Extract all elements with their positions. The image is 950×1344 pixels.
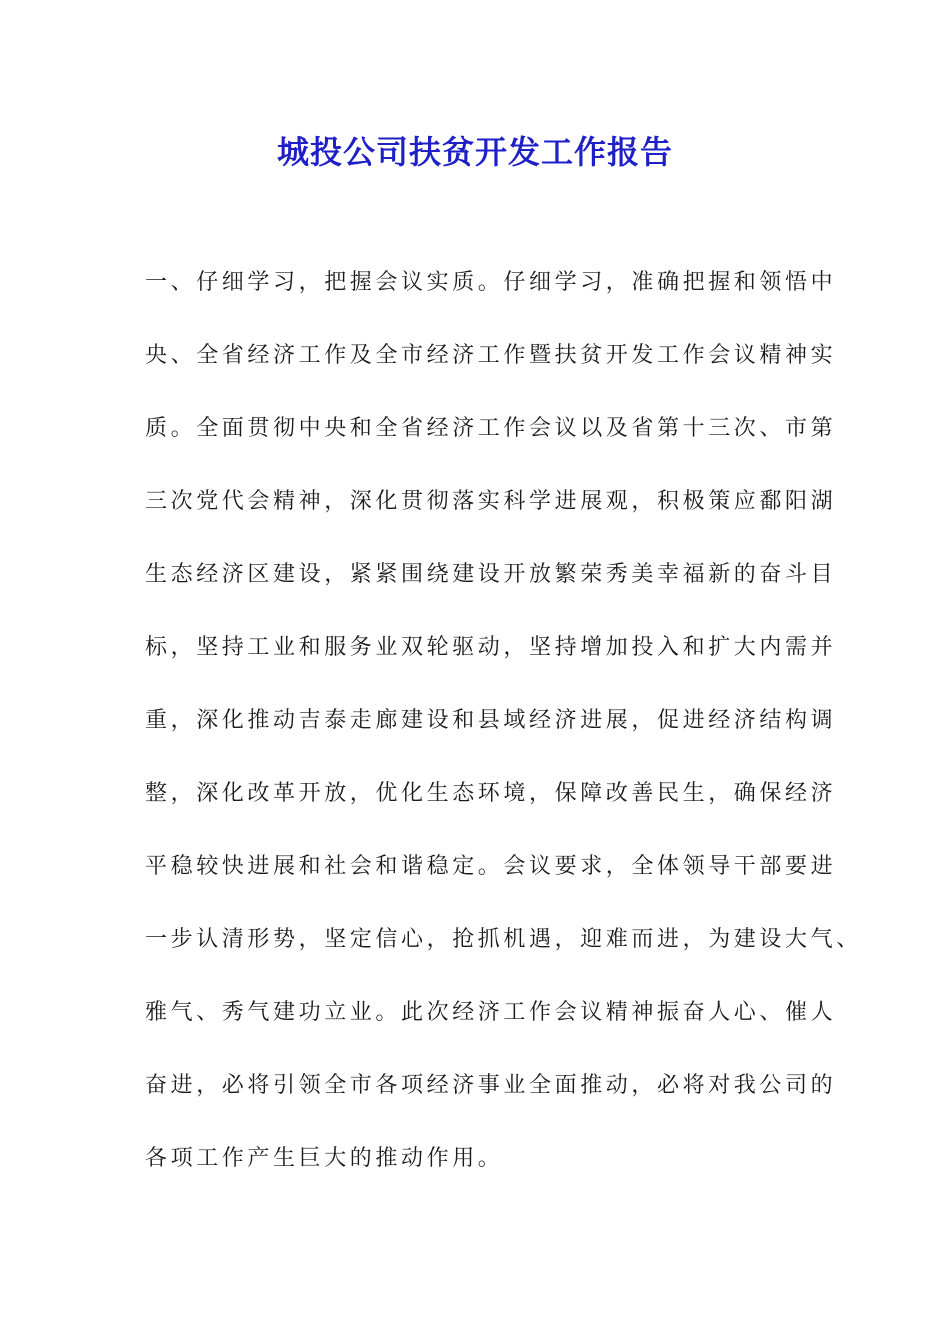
paragraph-line: 各项工作产生巨大的推动作用。 — [145, 1146, 504, 1171]
paragraph-line: 重，深化推动吉泰走廊建设和县域经济进展，促进经济结构调 — [145, 708, 837, 733]
paragraph-line: 雅气、秀气建功立业。此次经济工作会议精神振奋人心、催人 — [145, 1000, 837, 1025]
paragraph-line: 平稳较快进展和社会和谐稳定。会议要求，全体领导干部要进 — [145, 854, 837, 879]
paragraph-line: 三次党代会精神，深化贯彻落实科学进展观，积极策应鄱阳湖 — [145, 489, 837, 514]
paragraph-line: 质。全面贯彻中央和全省经济工作会议以及省第十三次、市第 — [145, 416, 837, 441]
paragraph-line: 标，坚持工业和服务业双轮驱动，坚持增加投入和扩大内需并 — [145, 635, 837, 660]
paragraph — [145, 265, 862, 1214]
paragraph-line: 奋进，必将引领全市各项经济事业全面推动，必将对我公司的 — [145, 1073, 837, 1098]
paragraph-line: 生态经济区建设，紧紧围绕建设开放繁荣秀美幸福新的奋斗目 — [145, 562, 837, 587]
paragraph-line: 一、仔细学习，把握会议实质。仔细学习，准确把握和领悟中 — [145, 270, 837, 295]
paragraph-line: 一步认清形势，坚定信心，抢抓机遇，迎难而进，为建设大气、 — [145, 927, 862, 952]
paragraph-line: 整，深化改革开放，优化生态环境，保障改善民生，确保经济 — [145, 781, 837, 806]
paragraph-line: 央、全省经济工作及全市经济工作暨扶贫开发工作会议精神实 — [145, 343, 837, 368]
document-title: 城投公司扶贫开发工作报告 — [276, 133, 673, 171]
